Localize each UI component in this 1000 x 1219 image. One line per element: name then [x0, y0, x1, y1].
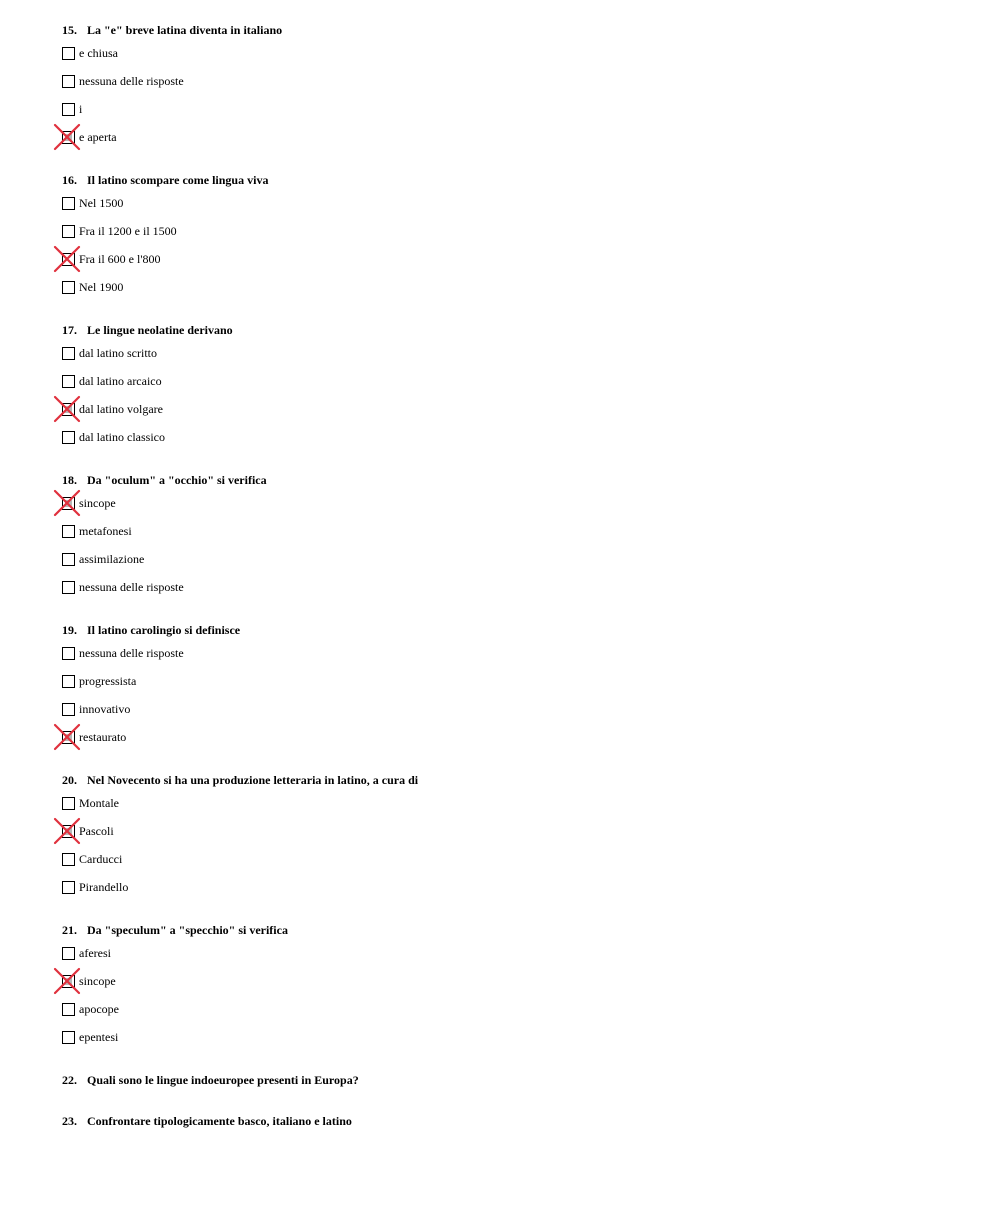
answer-checkbox[interactable] — [62, 47, 75, 60]
answer-label: dal latino volgare — [79, 402, 163, 416]
answer-checkbox[interactable] — [62, 197, 75, 210]
question-number: 23. — [62, 1114, 77, 1128]
answer-label: nessuna delle risposte — [79, 74, 184, 88]
answer-option[interactable] — [62, 880, 962, 908]
answer-option[interactable] — [62, 102, 962, 130]
question-title — [62, 1071, 962, 1089]
answer-checkbox-marked[interactable] — [62, 825, 75, 838]
answer-option[interactable] — [62, 374, 962, 402]
question-number: 17. — [62, 323, 77, 337]
answer-checkbox[interactable] — [62, 375, 75, 388]
question-text: Nel Novecento si ha una produzione letteraria in latino, a cura di — [87, 773, 419, 787]
answer-option[interactable] — [62, 646, 962, 674]
answer-option[interactable] — [62, 674, 962, 702]
answer-checkbox[interactable] — [62, 553, 75, 566]
answer-checkbox-marked[interactable] — [62, 253, 75, 266]
question-21 — [62, 921, 962, 1058]
answer-checkbox-marked[interactable] — [62, 497, 75, 510]
answer-label: apocope — [79, 1002, 119, 1016]
answer-label: epentesi — [79, 1030, 119, 1044]
question-15 — [62, 21, 962, 158]
question-text: Le lingue neolatine derivano — [87, 323, 233, 337]
answer-label: assimilazione — [79, 552, 145, 566]
question-19 — [62, 621, 962, 758]
answer-checkbox-marked[interactable] — [62, 403, 75, 416]
answer-label: innovativo — [79, 702, 131, 716]
question-text: Il latino carolingio si definisce — [87, 623, 241, 637]
answer-option[interactable] — [62, 852, 962, 880]
answer-option[interactable] — [62, 402, 962, 430]
checkbox-fill — [65, 406, 72, 413]
answer-checkbox-marked[interactable] — [62, 975, 75, 988]
question-title — [62, 21, 962, 39]
question-title — [62, 1112, 962, 1130]
checkbox-fill — [65, 734, 72, 741]
answer-option[interactable] — [62, 74, 962, 102]
answer-option[interactable] — [62, 1030, 962, 1058]
answer-option[interactable] — [62, 280, 962, 308]
question-title — [62, 171, 962, 189]
question-17 — [62, 321, 962, 458]
checkbox-fill — [65, 828, 72, 835]
answer-label: dal latino scritto — [79, 346, 157, 360]
answer-label: dal latino arcaico — [79, 374, 162, 388]
answer-option[interactable] — [62, 1002, 962, 1030]
answer-checkbox[interactable] — [62, 947, 75, 960]
answer-checkbox[interactable] — [62, 1031, 75, 1044]
answer-label: Pascoli — [79, 824, 114, 838]
answer-checkbox-marked[interactable] — [62, 131, 75, 144]
answer-checkbox[interactable] — [62, 525, 75, 538]
answer-checkbox[interactable] — [62, 647, 75, 660]
question-title — [62, 771, 962, 789]
answer-checkbox-marked[interactable] — [62, 731, 75, 744]
question-text: Da "oculum" a "occhio" si verifica — [87, 473, 267, 487]
answer-checkbox[interactable] — [62, 703, 75, 716]
question-title — [62, 621, 962, 639]
checkbox-fill — [65, 134, 72, 141]
question-text: Il latino scompare come lingua viva — [87, 173, 269, 187]
answer-option[interactable] — [62, 580, 962, 608]
answer-option[interactable] — [62, 346, 962, 374]
answer-label: Nel 1500 — [79, 196, 124, 210]
answer-checkbox[interactable] — [62, 347, 75, 360]
answer-option[interactable] — [62, 974, 962, 1002]
answer-option[interactable] — [62, 730, 962, 758]
answer-label: sincope — [79, 974, 116, 988]
answer-checkbox[interactable] — [62, 1003, 75, 1016]
answer-checkbox[interactable] — [62, 581, 75, 594]
question-title — [62, 471, 962, 489]
answer-option[interactable] — [62, 252, 962, 280]
question-18 — [62, 471, 962, 608]
answer-label: Montale — [79, 796, 119, 810]
answer-checkbox[interactable] — [62, 225, 75, 238]
question-text: La "e" breve latina diventa in italiano — [87, 23, 283, 37]
answer-option[interactable] — [62, 196, 962, 224]
question-number: 15. — [62, 23, 77, 37]
answer-option[interactable] — [62, 46, 962, 74]
quiz-document — [62, 21, 962, 1130]
answer-checkbox[interactable] — [62, 431, 75, 444]
answer-label: Nel 1900 — [79, 280, 124, 294]
checkbox-fill — [65, 978, 72, 985]
answer-option[interactable] — [62, 552, 962, 580]
answer-label: Carducci — [79, 852, 123, 866]
answer-option[interactable] — [62, 130, 962, 158]
answer-option[interactable] — [62, 224, 962, 252]
answer-option[interactable] — [62, 496, 962, 524]
question-text: Quali sono le lingue indoeuropee presenti in Europa? — [87, 1073, 359, 1087]
answer-label: e aperta — [79, 130, 117, 144]
answer-option[interactable] — [62, 702, 962, 730]
answer-option[interactable] — [62, 524, 962, 552]
answer-label: nessuna delle risposte — [79, 646, 184, 660]
question-number: 20. — [62, 773, 77, 787]
answer-label: i — [79, 102, 83, 116]
answer-label: e chiusa — [79, 46, 118, 60]
answer-checkbox[interactable] — [62, 281, 75, 294]
answer-label: nessuna delle risposte — [79, 580, 184, 594]
answer-checkbox[interactable] — [62, 75, 75, 88]
question-text: Da "speculum" a "specchio" si verifica — [87, 923, 288, 937]
checkbox-fill — [65, 500, 72, 507]
question-number: 21. — [62, 923, 77, 937]
answer-checkbox[interactable] — [62, 881, 75, 894]
question-text: Confrontare tipologicamente basco, italiano e latino — [87, 1114, 352, 1128]
answer-label: restaurato — [79, 730, 127, 744]
answer-label: sincope — [79, 496, 116, 510]
answer-label: progressista — [79, 674, 137, 688]
question-23 — [62, 1112, 962, 1130]
answer-label: metafonesi — [79, 524, 132, 538]
answer-checkbox[interactable] — [62, 103, 75, 116]
answer-option[interactable] — [62, 430, 962, 458]
question-number: 22. — [62, 1073, 77, 1087]
question-number: 19. — [62, 623, 77, 637]
question-title — [62, 921, 962, 939]
answer-checkbox[interactable] — [62, 797, 75, 810]
answer-label: Fra il 1200 e il 1500 — [79, 224, 177, 238]
answer-label: Pirandello — [79, 880, 129, 894]
answer-label: Fra il 600 e l'800 — [79, 252, 161, 266]
answer-checkbox[interactable] — [62, 675, 75, 688]
answer-label: aferesi — [79, 946, 111, 960]
question-22 — [62, 1071, 962, 1089]
question-16 — [62, 171, 962, 308]
answer-option[interactable] — [62, 796, 962, 824]
question-20 — [62, 771, 962, 908]
question-number: 16. — [62, 173, 77, 187]
question-title — [62, 321, 962, 339]
answer-option[interactable] — [62, 824, 962, 852]
answer-checkbox[interactable] — [62, 853, 75, 866]
answer-option[interactable] — [62, 946, 962, 974]
answer-label: dal latino classico — [79, 430, 165, 444]
question-number: 18. — [62, 473, 77, 487]
